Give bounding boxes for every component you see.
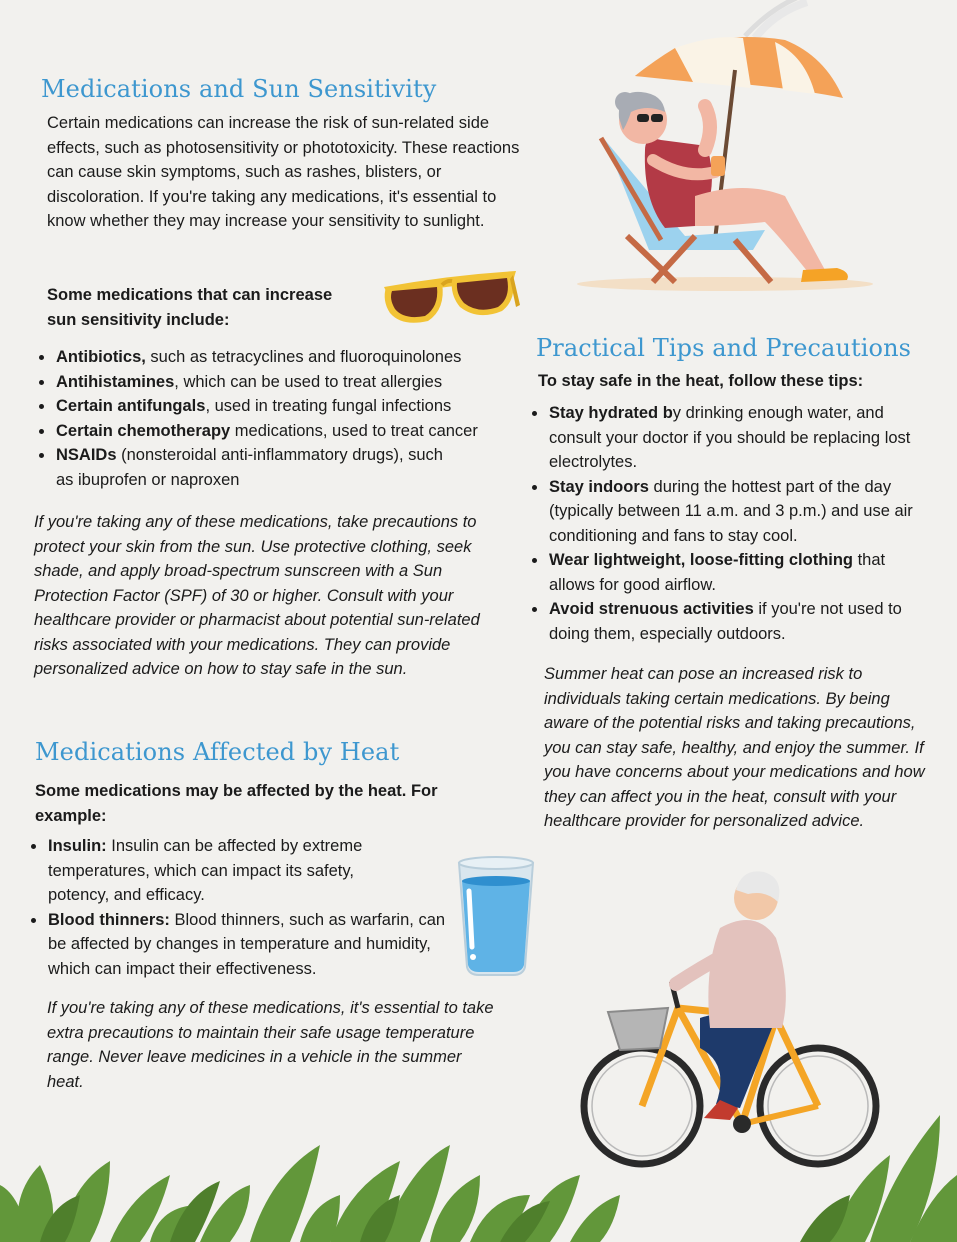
sun-medication-list — [34, 345, 524, 492]
list-item: Stay indoors during the hottest part of the day (typically between 11 a.m. and 3 p.m.) and use air conditioning and fans to stay cool. — [527, 475, 937, 549]
list-item: Stay hydrated by drinking enough water, and consult your doctor if you should be replacing lost electrolytes. — [527, 401, 924, 475]
tips-intro: To stay safe in the heat, follow these tips: — [538, 372, 864, 390]
heat-intro: Some medications may be affected by the heat. For example: — [35, 782, 438, 825]
sunglasses-icon — [380, 265, 520, 327]
list-item: NSAIDs (nonsteroidal anti-inflammatory drugs), such as ibuprofen or naproxen — [34, 443, 456, 492]
list-item: Blood thinners: Blood thinners, such as warfarin, can be affected by changes in temperature and humidity, which can impact their effectiveness. — [26, 908, 458, 982]
tips-heading: Practical Tips and Precautions — [536, 334, 912, 362]
list-item: Certain chemotherapy medications, used to treat cancer — [34, 419, 524, 444]
list-item: Certain antifungals, used in treating fungal infections — [34, 394, 524, 419]
leaves-icon — [0, 1085, 957, 1242]
list-item: Antibiotics, such as tetracyclines and fluoroquinolones — [34, 345, 524, 370]
woman-under-umbrella-icon — [575, 0, 895, 300]
water-glass-icon — [455, 855, 537, 979]
list-item: Insulin: Insulin can be affected by extreme temperatures, which can impact its safety, potency, and efficacy. — [26, 834, 398, 908]
sun-sensitivity-intro: Certain medications can increase the risk of sun-related side effects, such as photosensitivity or phototoxicity. These reactions can cause skin symptoms, such as rashes, blisters, or discoloration. If you're taking any medications, it's essential to know whether they may increase your sensitivity to sunlight. — [47, 114, 520, 230]
heat-medication-list — [26, 834, 446, 981]
heat-heading: Medications Affected by Heat — [35, 738, 400, 766]
list-item: Antihistamines, which can be used to treat allergies — [34, 370, 524, 395]
heat-note: If you're taking any of these medications, it's essential to take extra precautions to maintain their safe usage temperature range. Never leave medicines in a vehicle in the summer heat. — [47, 999, 494, 1091]
tips-note: Summer heat can pose an increased risk to individuals taking certain medications. By being aware of the potential risks and taking precautions, you can stay safe, healthy, and enjoy the summer. If you have concerns about your medications and how they can affect you in the heat, consult with your healthcare provider for personalized advice. — [544, 665, 925, 830]
list-item: Avoid strenuous activities if you're not used to doing them, especially outdoors. — [527, 597, 939, 646]
sun-sensitivity-list-intro: Some medications that can increase sun sensitivity include: — [47, 286, 333, 329]
tips-list — [527, 401, 937, 646]
list-item: Wear lightweight, loose-fitting clothing that allows for good airflow. — [527, 548, 924, 597]
sun-sensitivity-note: If you're taking any of these medications, take precautions to protect your skin from the sun. Use protective clothing, seek shade, and apply broad-spectrum sunscreen with a Sun Protection Factor (SPF) of 30 or higher. Consult with your healthcare provider or pharmacist about potential sun-related risks associated with your medications. They can provide personalized advice on how to stay safe in the sun. — [34, 513, 480, 678]
sun-sensitivity-heading: Medications and Sun Sensitivity — [41, 75, 437, 103]
